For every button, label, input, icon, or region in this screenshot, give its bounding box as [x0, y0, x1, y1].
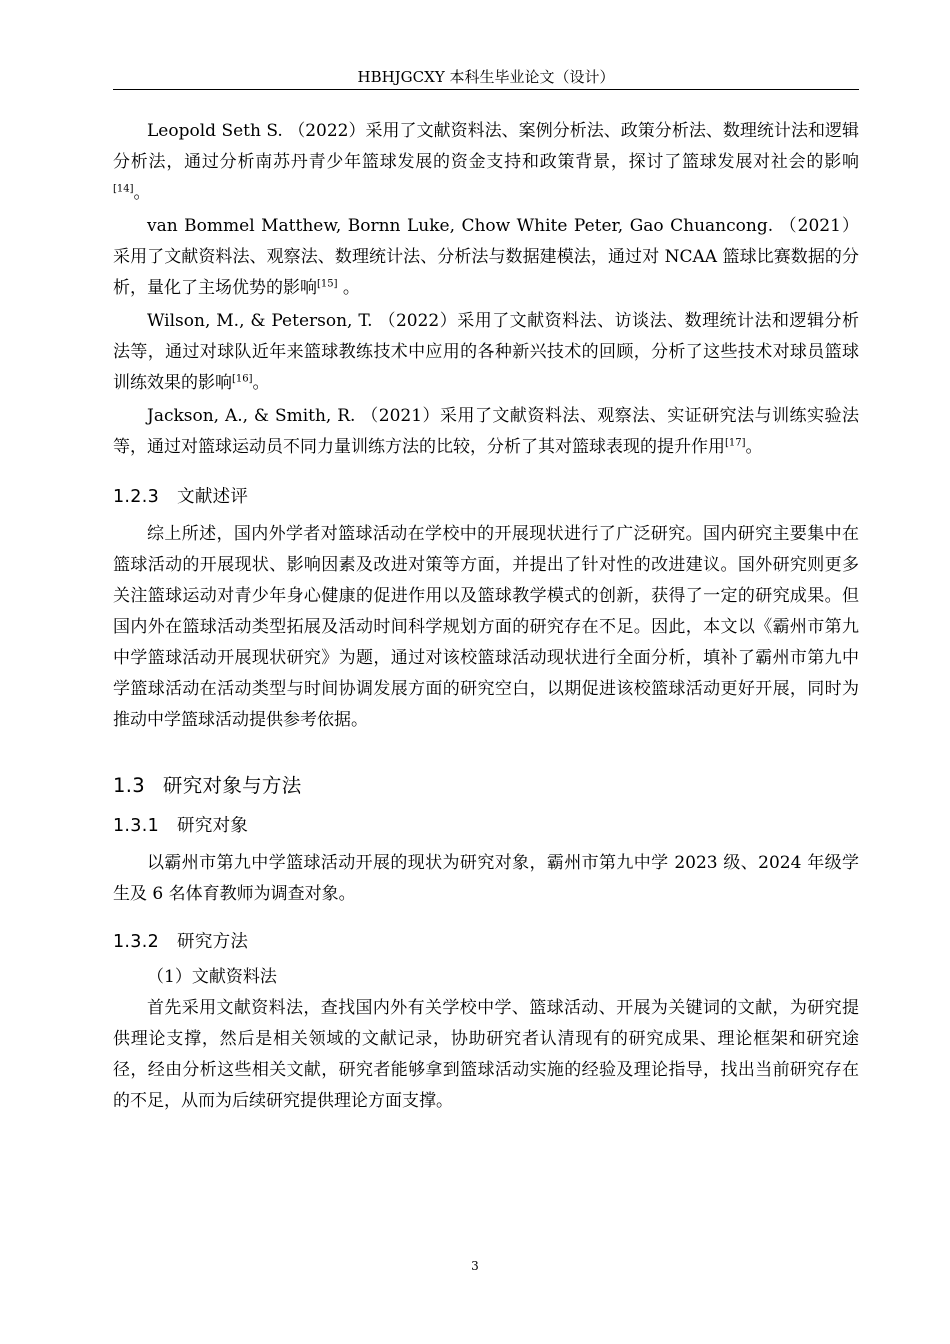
paragraph-tail: 。: [337, 278, 360, 298]
paragraph-text: Leopold Seth S. （2022）采用了文献资料法、案例分析法、政策分析法、数理统计法和逻辑分析法，通过分析南苏丹青少年篮球发展的资金支持和政策背景，探讨了篮球发展对社会的影响: [113, 121, 859, 172]
paragraph-text: Jackson, A., & Smith, R. （2021）采用了文献资料法、观察法、实证研究法与训练实验法等，通过对篮球运动员不同力量训练方法的比较，分析了其对篮球表现的提升作用: [113, 406, 859, 457]
paragraph-tail: 。: [745, 437, 763, 457]
paragraph-leopold: [113, 116, 859, 209]
paragraph-jackson: [113, 401, 859, 463]
heading-title: 研究对象: [177, 816, 249, 836]
paragraph-literature-method: 首先采用文献资料法，查找国内外有关学校中学、篮球活动、开展为关键词的文献，为研究提供理论支撑，然后是相关领域的文献记录，协助研究者认清现有的研究成果、理论框架和研究途径，经由分析这些相关文献，研究者能够拿到篮球活动实施的经验及理论指导，找出当前研究存在的不足，从而为后续研究提供理论方面支撑。: [113, 998, 859, 1111]
citation-ref: [16]: [232, 373, 253, 385]
heading-1-3-1: [113, 814, 859, 838]
citation-ref: [17]: [725, 437, 746, 449]
citation-ref: [14]: [113, 183, 134, 195]
heading-title: 研究对象与方法: [162, 774, 302, 797]
paragraph-literature-review: 综上所述，国内外学者对篮球活动在学校中的开展现状进行了广泛研究。国内研究主要集中在篮球活动的开展现状、影响因素及改进对策等方面，并提出了针对性的改进建议。国外研究则更多关注篮球运动对青少年身心健康的促进作用以及篮球教学模式的创新，获得了一定的研究成果。但国内外在篮球活动类型拓展及活动时间科学规划方面的研究存在不足。因此，本文以《霸州市第九中学篮球活动开展现状研究》为题，通过对该校篮球活动现状进行全面分析，填补了霸州市第九中学篮球活动在活动类型与时间协调发展方面的研究空白，以期促进该校篮球活动更好开展，同时为推动中学篮球活动提供参考依据。: [113, 524, 859, 730]
page-number: 3: [471, 1259, 479, 1273]
heading-number: 1.3.1: [113, 816, 160, 836]
heading-number: 1.3: [113, 774, 145, 797]
citation-ref: [15]: [317, 278, 338, 290]
paragraph-van-bommel: [113, 211, 859, 304]
paragraph-research-object: 以霸州市第九中学篮球活动开展的现状为研究对象，霸州市第九中学 2023 级、2024 年级学生及 6 名体育教师为调查对象。: [113, 853, 859, 904]
header-rule: [113, 89, 859, 90]
heading-1-2-3: [113, 485, 859, 509]
paragraph-tail: 。: [252, 373, 270, 393]
paragraph-text: Wilson, M., & Peterson, T. （2022）采用了文献资料法、访谈法、数理统计法和逻辑分析法等，通过对球队近年来篮球教练技术中应用的各种新兴技术的回顾，分析了这些技术对球员篮球训练效果的影响: [113, 311, 859, 393]
heading-1-3-2: [113, 930, 859, 954]
heading-number: 1.3.2: [113, 932, 160, 952]
page-body: [113, 116, 859, 1117]
heading-title: 文献述评: [177, 487, 249, 507]
method-item-label: （1）文献资料法: [147, 967, 277, 987]
paragraph-tail: 。: [133, 183, 151, 203]
running-header: HBHJGCXY 本科生毕业论文（设计）: [357, 68, 615, 86]
heading-1-3: [113, 772, 859, 800]
paragraph-wilson: [113, 306, 859, 399]
heading-number: 1.2.3: [113, 487, 160, 507]
paragraph-text: van Bommel Matthew, Bornn Luke, Chow White Peter, Gao Chuancong. （2021）采用了文献资料法、观察法、数理统计法、分析法与数据建模法，通过对 NCAA 篮球比赛数据的分析，量化了主场优势的影响: [113, 216, 859, 298]
heading-title: 研究方法: [177, 932, 249, 952]
